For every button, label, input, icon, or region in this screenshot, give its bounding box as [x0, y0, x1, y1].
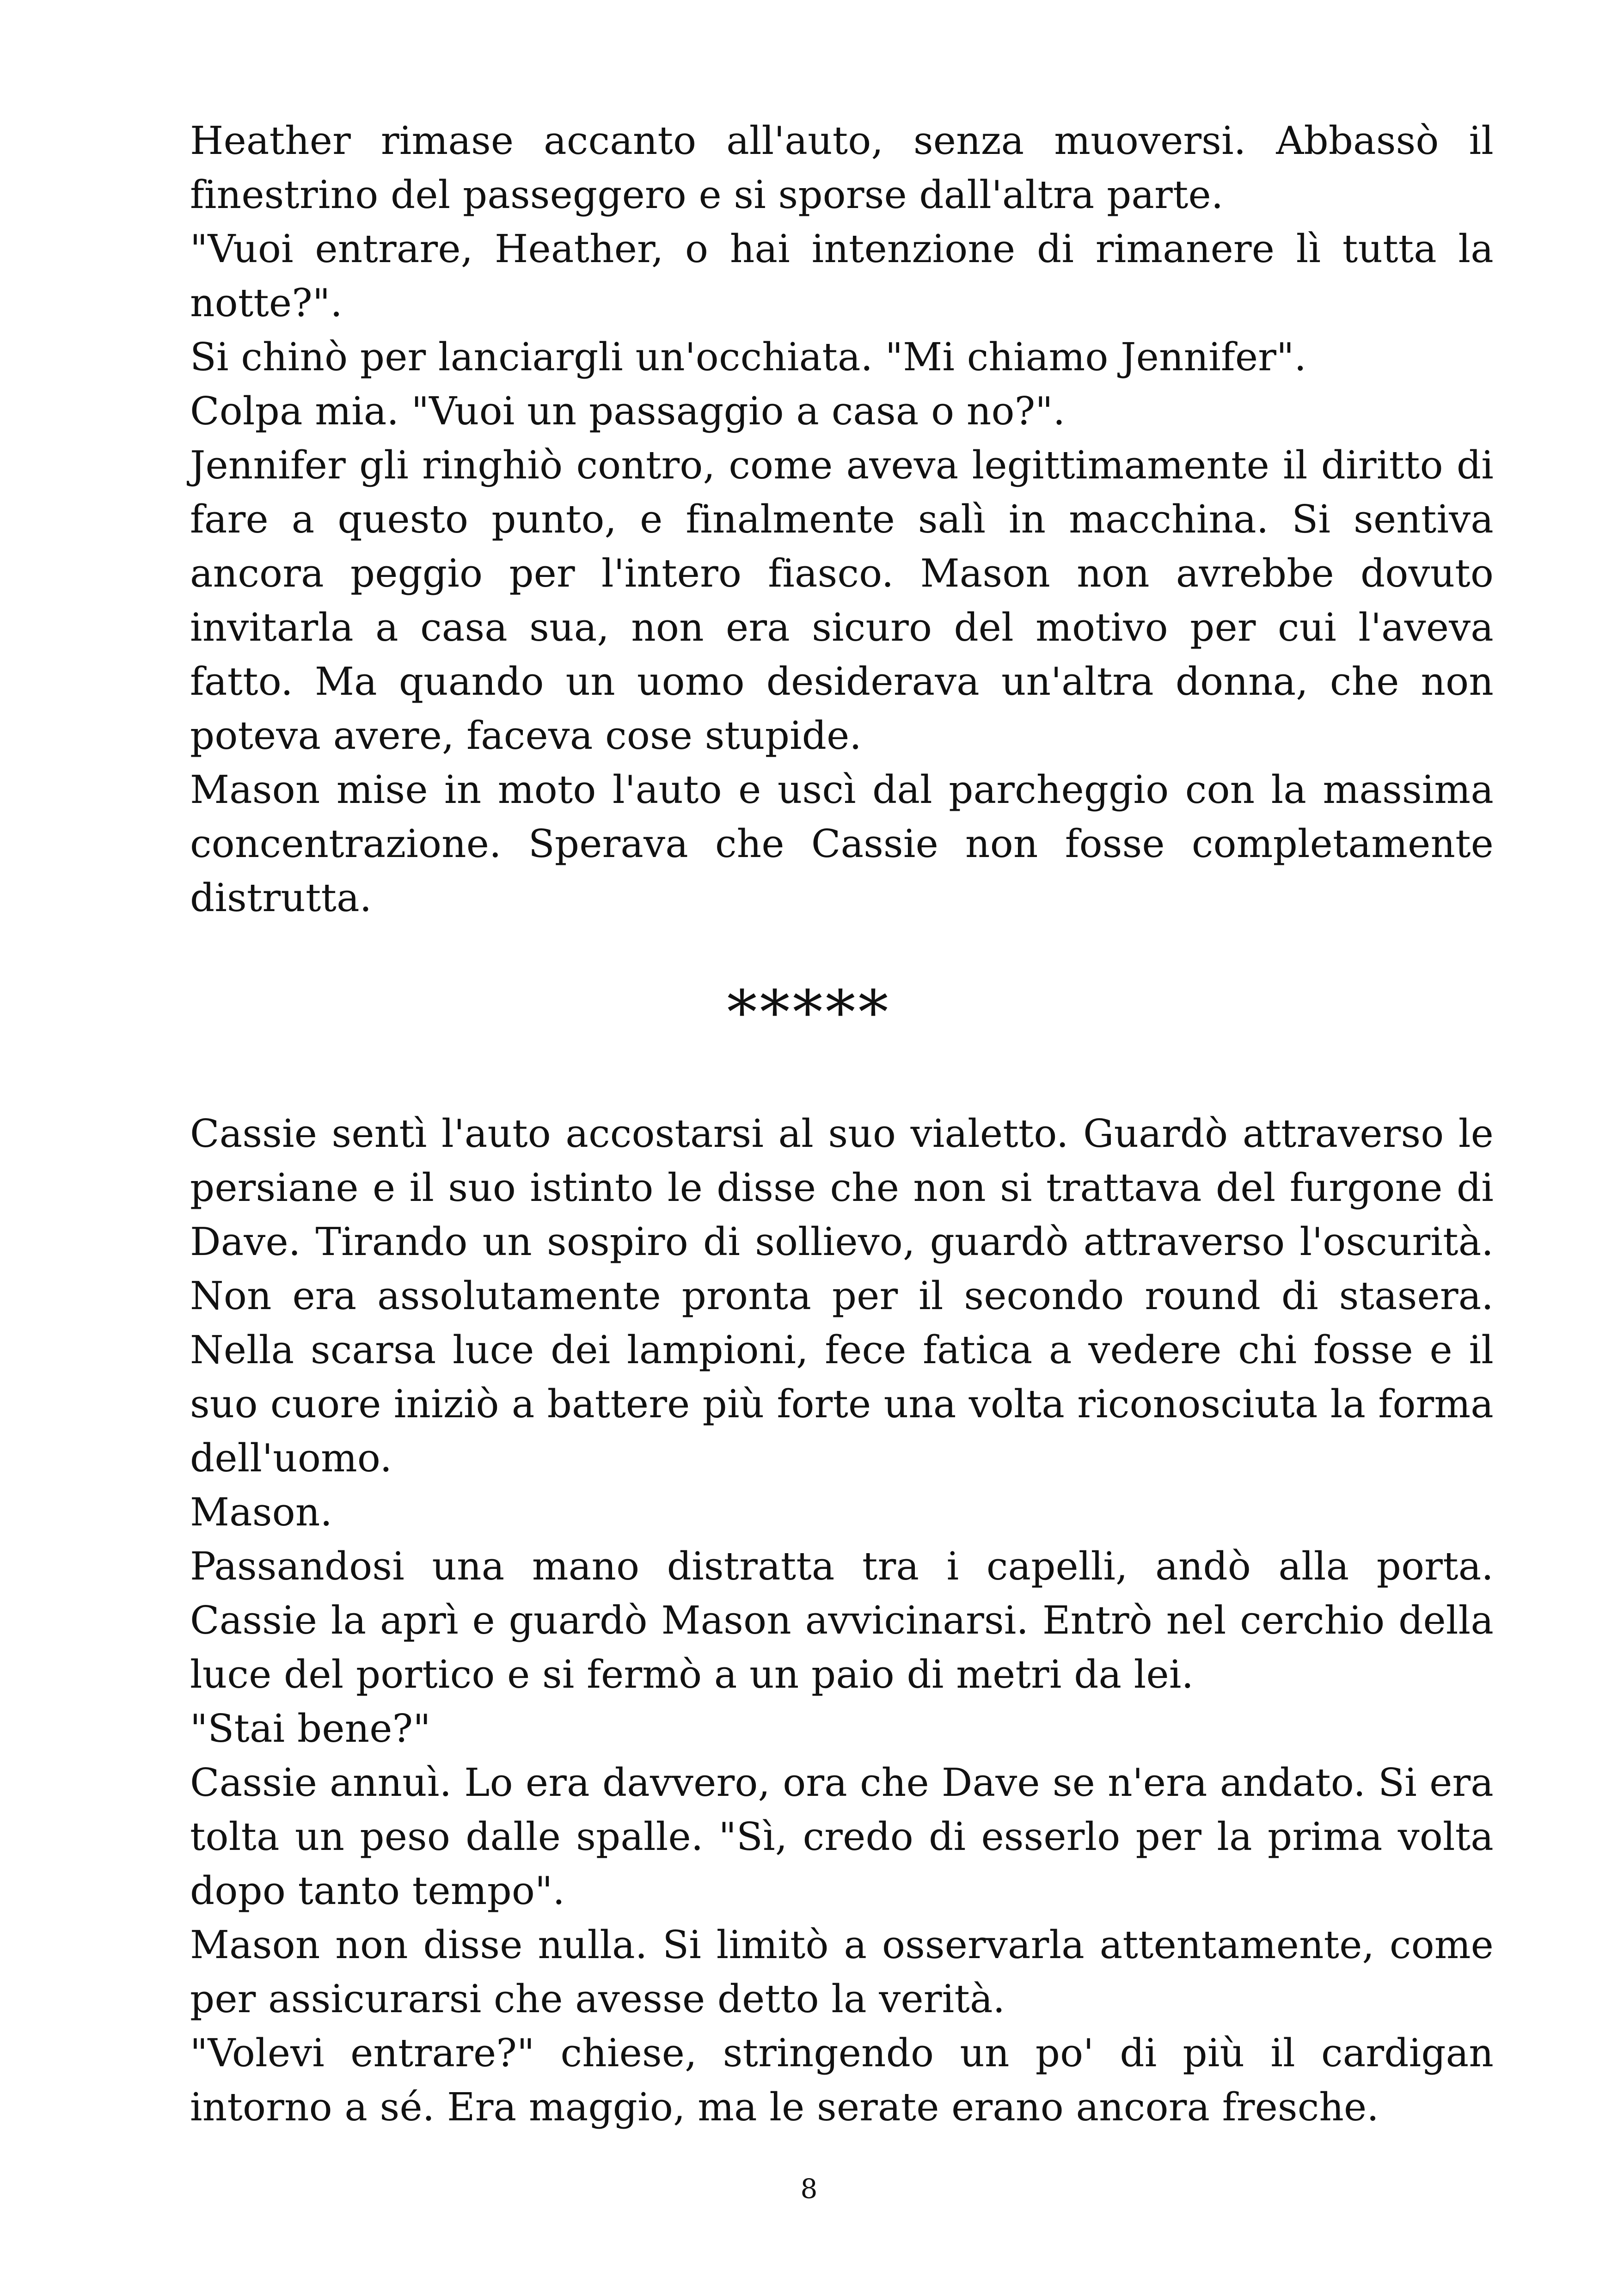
paragraph: Colpa mia. "Vuoi un passaggio a casa o no?". [190, 389, 1066, 434]
paragraph: Mason non disse nulla. Si limitò a osservarla attentamente, come per assicurarsi che avesse detto la verità. [190, 1923, 1494, 2021]
paragraph: "Stai bene?" [190, 1706, 431, 1751]
paragraph: "Vuoi entrare, Heather, o hai intenzione di rimanere lì tutta la notte?". [190, 227, 1494, 325]
paragraph: Mason. [190, 1490, 333, 1535]
paragraph: Jennifer gli ringhiò contro, come aveva legittimamente il diritto di fare a questo punto, e finalmente salì in macchina. Si sentiva ancora peggio per l'intero fiasco. Mason non avrebbe dovuto invitarla a casa sua, non era sicuro del motivo per cui l'aveva fatto. Ma quando un uomo desiderava un'altra donna, che non poteva avere, faceva cose stupide. [190, 443, 1494, 758]
paragraph: Cassie sentì l'auto accostarsi al suo vialetto. Guardò attraverso le persiane e il suo istinto le disse che non si trattava del furgone di Dave. Tirando un sospiro di sollievo, guardò attraverso l'oscurità. Non era assolutamente pronta per il secondo round di stasera. Nella scarsa luce dei lampioni, fece fatica a vedere chi fosse e il suo cuore iniziò a battere più forte una volta riconosciuta la forma dell'uomo. [190, 1111, 1494, 1481]
paragraph: "Volevi entrare?" chiese, stringendo un po' di più il cardigan intorno a sé. Era maggio, ma le serate erano ancora fresche. [190, 2031, 1494, 2130]
paragraph: Si chinò per lanciargli un'occhiata. "Mi chiamo Jennifer". [190, 335, 1307, 380]
text-section-2 [190, 1107, 1494, 2134]
paragraph: Heather rimase accanto all'auto, senza muoversi. Abbassò il finestrino del passeggero e si sporse dall'altra parte. [190, 118, 1494, 217]
paragraph: Passandosi una mano distratta tra i capelli, andò alla porta. Cassie la aprì e guardò Mason avvicinarsi. Entrò nel cerchio della luce del portico e si fermò a un paio di metri da lei. [190, 1544, 1494, 1697]
paragraph: Mason mise in moto l'auto e uscì dal parcheggio con la massima concentrazione. Sperava che Cassie non fosse completamente distrutta. [190, 767, 1494, 920]
page-number: 8 [800, 2173, 818, 2204]
paragraph: Cassie annuì. Lo era davvero, ora che Dave se n'era andato. Si era tolta un peso dalle spalle. "Sì, credo di esserlo per la prima volta dopo tanto tempo". [190, 1760, 1494, 1913]
scene-break: ***** [727, 977, 891, 1047]
text-section-1 [190, 114, 1494, 925]
